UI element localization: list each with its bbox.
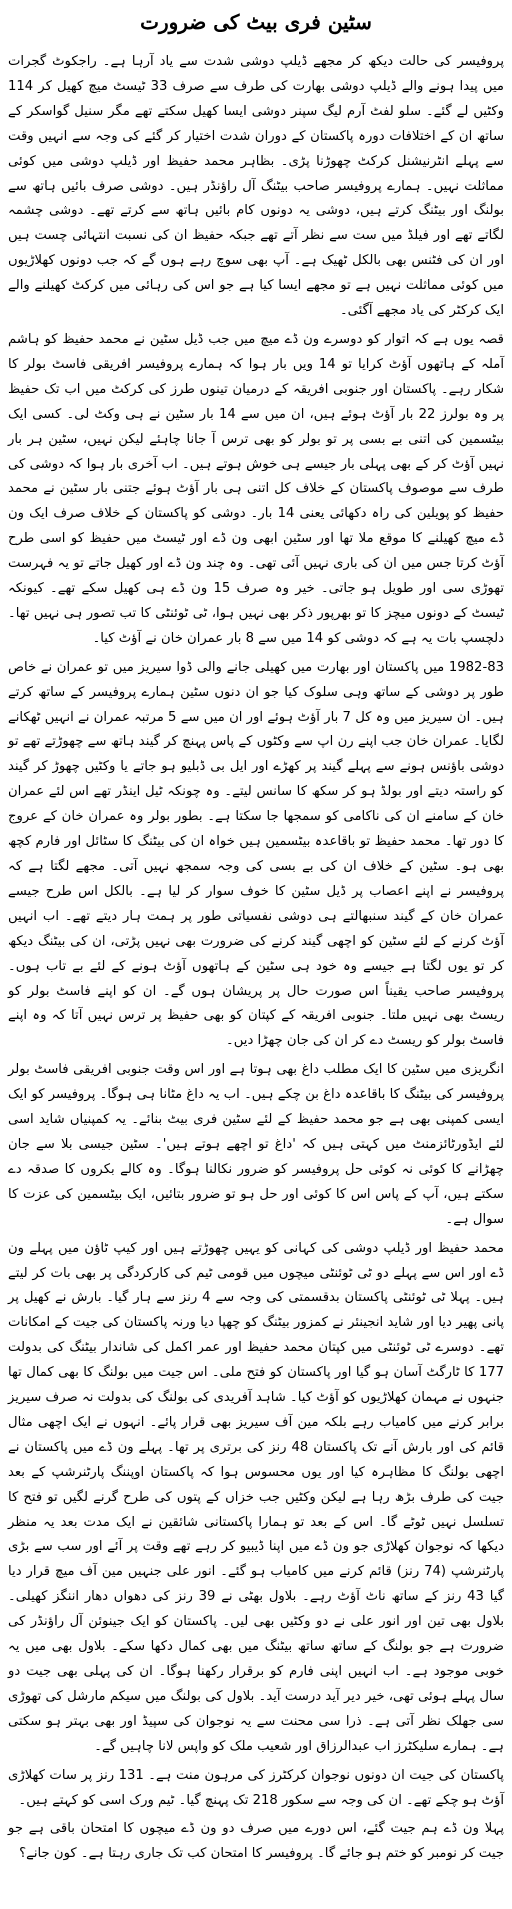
article-paragraph-6: پاکستان کی جیت ان دونوں نوجوان کرکٹرز کی مرہون منت ہے۔ 131 رنز پر سات کھلاڑی آؤٹ ہو چکے تھے۔ ان کی وجہ سے سکور 218 تک پہنچ گیا۔ ٹیم ورک اسی کو کہتے ہیں۔ — [8, 1767, 504, 1808]
article-paragraph-1: پروفیسر کی حالت دیکھ کر مجھے ڈیلپ دوشی شدت سے یاد آرہا ہے۔ راجکوٹ گجرات میں پیدا ہونے والے ڈیلپ دوشی بھارت کی طرف سے صرف 33 ٹیسٹ میچ کھیل کر 114 وکٹیں لے گئے۔ سلو لفٹ آرم لیگ سپنر دوشی ایسا کھیل سکتے تھے مگر سنیل گواسکر کے ساتھ ان کے اختلافات دورہ پاکستان کے دوران شدت اختیار کر گئے کی وجہ سے انہیں وقت سے پہلے انٹرنیشنل کرکٹ چھوڑنا پڑی۔ بظاہر محمد حفیظ اور ڈیلپ دوشی میں کوئی مماثلت نہیں۔ ہمارے پروفیسر صاحب بیٹنگ آل راؤنڈر ہیں۔ دوشی صرف بائیں ہاتھ سے بولنگ اور بیٹنگ کرتے ہیں، دوشی یہ دونوں کام بائیں ہاتھ سے کرتے تھے۔ دوشی چشمہ لگاتے تھے اور فیلڈ میں ست سے نظر آتے تھے جبکہ حفیظ ان کی نسبت انتہائی چست ہیں اور ان کی فٹنس بھی بالکل ٹھیک ہے۔ آپ بھی سوچ رہے ہوں گے کہ جب دونوں کھلاڑیوں میں کوئی مماثلت نہیں ہے تو مجھے ایسا کیا ہے جو اس کی رہائی میں کرکٹ کھیلنے والے ایک کرکٹر کی یاد مجھے آگئی۔ — [8, 54, 504, 319]
article-paragraph-3: 1982-83 میں پاکستان اور بھارت میں کھیلی جانے والی ڈوا سیریز میں تو عمران نے خاص طور پر دوشی کے ساتھ وہی سلوک کیا جو ان دنوں سٹین ہمارے پروفیسر کے ساتھ کرتے ہیں۔ ان سیریز میں وہ کل 7 بار آؤٹ ہوئے اور ان میں سے 5 مرتبہ عمران نے انہیں ٹھکانے لگایا۔ عمران خان جب اپنے رن اپ سے وکٹوں کے پاس پہنچ کر گیند ہاتھ سے چھوڑتے تھے تو دوشی باؤنس ہونے سے پہلے گیند پر کھڑے اور ایل بی ڈبلیو ہو جاتے یا وکٹیں چھوڑ کر گیند کو راستہ دیتے اور بولڈ ہو کر سکھ کا سانس لیتے۔ وہ چونکہ ٹیل اینڈر تھے اس لئے عمران خان کے سامنے ان کی ناکامی کو سمجھا جا سکتا ہے۔ بطور بولر وہ عمران خان کے عروج کا دور تھا۔ محمد حفیظ تو باقاعدہ بیٹسمین ہیں خواہ ان کی بیٹنگ کا سٹائل اور فارم کچھ بھی ہو۔ سٹین کے خلاف ان کی بے بسی کی وجہ سمجھ نہیں آتی۔ مجھے لگتا ہے کہ پروفیسر نے اپنے اعصاب پر ڈیل سٹین کا خوف سوار کر لیا ہے۔ بالکل اس طرح جیسے عمران خان کے گیند سنبھالتے ہی دوشی نفسیاتی طور پر ہمت ہار دیتے تھے۔ اب انہیں آؤٹ کرنے کے لئے سٹین کو اچھی گیند کرنے کی ضرورت بھی نہیں پڑتی، ان کی بیٹنگ دیکھ کر تو یوں لگتا ہے جیسے وہ خود ہی سٹین کے ہاتھوں آؤٹ ہونے کے لئے بے تاب ہوں۔ پروفیسر صاحب یقیناً اس صورت حال پر پریشان ہوں گے۔ ان کو اپنے فاسٹ بولر کو ریسٹ بھی نہیں ملتا۔ جنوبی افریقہ کے کپتان کو بھی حفیظ پر ترس نہیں آتا کہ وہ اپنے فاسٹ بولر کو ریسٹ دے کر ان کی جان چھڑا دیں۔ — [8, 659, 504, 1049]
article-paragraph-5: محمد حفیظ اور ڈیلپ دوشی کی کہانی کو یہیں چھوڑتے ہیں اور کیپ ٹاؤن میں پہلے ون ڈے اور اس سے پہلے دو ٹی ٹوئنٹی میچوں میں قومی ٹیم کی کارکردگی پر بھی بات کر لیتے ہیں۔ پہلا ٹی ٹوئنٹی پاکستان بدقسمتی کی وجہ سے 4 رنز سے ہار گیا۔ بارش نے کھیل پر پانی پھیر دیا اور شاید انجینئر نے کمزور بیٹنگ کو چھپا دیا ورنہ پاکستان کی جیت کے امکانات تھے۔ دوسرے ٹی ٹوئنٹی میں کپتان محمد حفیظ اور عمر اکمل کی شاندار بیٹنگ کی بدولت 177 کا ٹارگٹ آسان ہو گیا اور پاکستان کو فتح ملی۔ اس جیت میں بولنگ کا بھی کمال تھا جنہوں نے مہمان کھلاڑیوں کو آؤٹ کیا۔ شاہد آفریدی کی بولنگ کی بدولت نہ صرف سیریز برابر کرنے میں کامیاب رہے بلکہ مین آف سیریز بھی قرار پائے۔ انہوں نے ایک اچھی مثال قائم کی اور بارش آنے تک پاکستان 48 رنز کی برتری پر تھا۔ پہلے ون ڈے میں پاکستان نے اچھی بولنگ کا مظاہرہ کیا اور یوں محسوس ہوا کہ پاکستان اوپننگ پارٹنرشپ کے بعد جیت کی طرف بڑھ رہا ہے لیکن وکٹیں جب خزاں کے پتوں کی طرح گرنے لگیں تو فتح کا تسلسل نہیں ٹوٹے گا۔ اس کے بعد تو ہمارا پاکستانی شائقین نے ایک مدت بعد یہ منظر دیکھا کہ نوجوان کھلاڑی جو ون ڈے میں اپنا ڈیبیو کر رہے تھے وقت پر آئے اور سب سے بڑی پارٹنرشپ (74 رنز) قائم کرنے میں کامیاب ہو گئے۔ انور علی جنہیں مین آف میچ قرار دیا گیا 43 رنز کے ساتھ ناٹ آؤٹ رہے۔ بلاول بھٹی نے 39 رنز کی دھواں دھار اننگز کھیلی۔ بلاول بھی تین اور انور علی نے دو وکٹیں بھی لیں۔ پاکستان کو ایک جینوئن آل راؤنڈر کی ضرورت ہے جو بولنگ کے ساتھ ساتھ بیٹنگ میں بھی کمال دکھا سکے۔ بلاول بھی میں یہ خوبی موجود ہے۔ اب انہیں اپنی فارم کو برقرار رکھنا ہوگا۔ ان کی پہلی بھی جیت دو سال پہلے ہوئی تھی، خیر دیر آید درست آید۔ بلاول کی بولنگ میں سیکم مارشل کی تھوڑی سی جھلک نظر آتی ہے۔ ذرا سی محنت سے یہ نوجوان کی سپیڈ اور بھی بہتر ہو سکتی ہے۔ ہمارے سلیکٹرز اب عبدالرزاق اور شعیب ملک کو واپس لانا چاہیں گے۔ — [8, 1240, 505, 1754]
article-body — [8, 50, 504, 1867]
article-paragraph-7: پہلا ون ڈے ہم جیت گئے، اس دورے میں صرف دو ون ڈے میچوں کا امتحان باقی ہے جو جیت کر نومبر کو ختم ہو جائے گا۔ پروفیسر کا امتحان کب تک جاری رہتا ہے۔ کون جانے؟ — [8, 1821, 504, 1862]
article-paragraph-2: قصہ یوں ہے کہ اتوار کو دوسرے ون ڈے میچ میں جب ڈیل سٹین نے محمد حفیظ کو ہاشم آملہ کے ہاتھوں آؤٹ کرایا تو 14 ویں بار ہوا کہ ہمارے پروفیسر افریقی فاسٹ بولر کا شکار رہے۔ پاکستان اور جنوبی افریقہ کے درمیان تینوں طرز کی کرکٹ میں اب تک حفیظ پر وہ بولرز 22 بار آؤٹ ہوئے ہیں، ان میں سے 14 بار سٹین نے ہی وکٹ لی۔ کسی ایک بیٹسمین کی اتنی بے بسی پر تو بولر کو بھی ترس آ جانا چاہئے لیکن نہیں، سٹین ہر بار نہیں آؤٹ کر کے بھی پہلی بار جیسے ہی خوش ہوتے ہیں۔ اب آخری بار ہوا کہ دوشی کی طرف سے موصوف پاکستان کے خلاف کل اتنی ہی بار آؤٹ ہوئے جتنی بار سٹین نے محمد حفیظ کو پویلین کی راہ دکھائی یعنی 14 بار۔ دوشی کو پاکستان کے خلاف صرف ایک ون ڈے میچ کھیلنے کا موقع ملا تھا اور سٹین ابھی ون ڈے اور ٹیسٹ میں حفیظ کو اسی طرح آؤٹ کرتا جس میں ان کی باری نہیں آئی تھی۔ وہ چند ون ڈے اور کھیل جاتے تو یہ فہرست تھوڑی سی اور طویل ہو جاتی۔ خیر وہ صرف 15 ون ڈے ہی کھیل سکے تھے۔ کیونکہ ٹیسٹ کے دونوں میچز کا تو بھرپور ذکر بھی نہیں ہوا، ٹی ٹوئنٹی کا تب تصور ہی نہیں تھا۔ دلچسپ بات یہ ہے کہ دوشی کو 14 میں سے 8 بار عمران خان نے آؤٹ کیا۔ — [8, 331, 505, 646]
article-paragraph-4: انگریزی میں سٹین کا ایک مطلب داغ بھی ہوتا ہے اور اس وقت جنوبی افریقی فاسٹ بولر پروفیسر کی بیٹنگ کا باقاعدہ داغ بن چکے ہیں۔ اب یہ داغ مٹانا ہی ہوگا۔ پروفیسر کو ایک ایسی کمپنی بھی ہے جو محمد حفیظ کے لئے سٹین فری بیٹ بنائے۔ یہ کمپنیاں شاید اسی لئے ایڈورٹائزمنٹ میں کہتی ہیں کہ 'داغ تو اچھے ہوتے ہیں'۔ سٹین جیسی بلا سے جان چھڑانے کا کوئی نہ کوئی حل پروفیسر کو ضرور نکالنا ہوگا۔ وہ کالے بکروں کا صدقہ دے سکتے ہیں، آپ کے پاس اس کا کوئی اور حل ہو تو ضرور بتائیں، ایک بیٹسمین کی عزت کا سوال ہے۔ — [8, 1062, 504, 1227]
article-headline: سٹین فری بیٹ کی ضرورت — [140, 10, 372, 34]
